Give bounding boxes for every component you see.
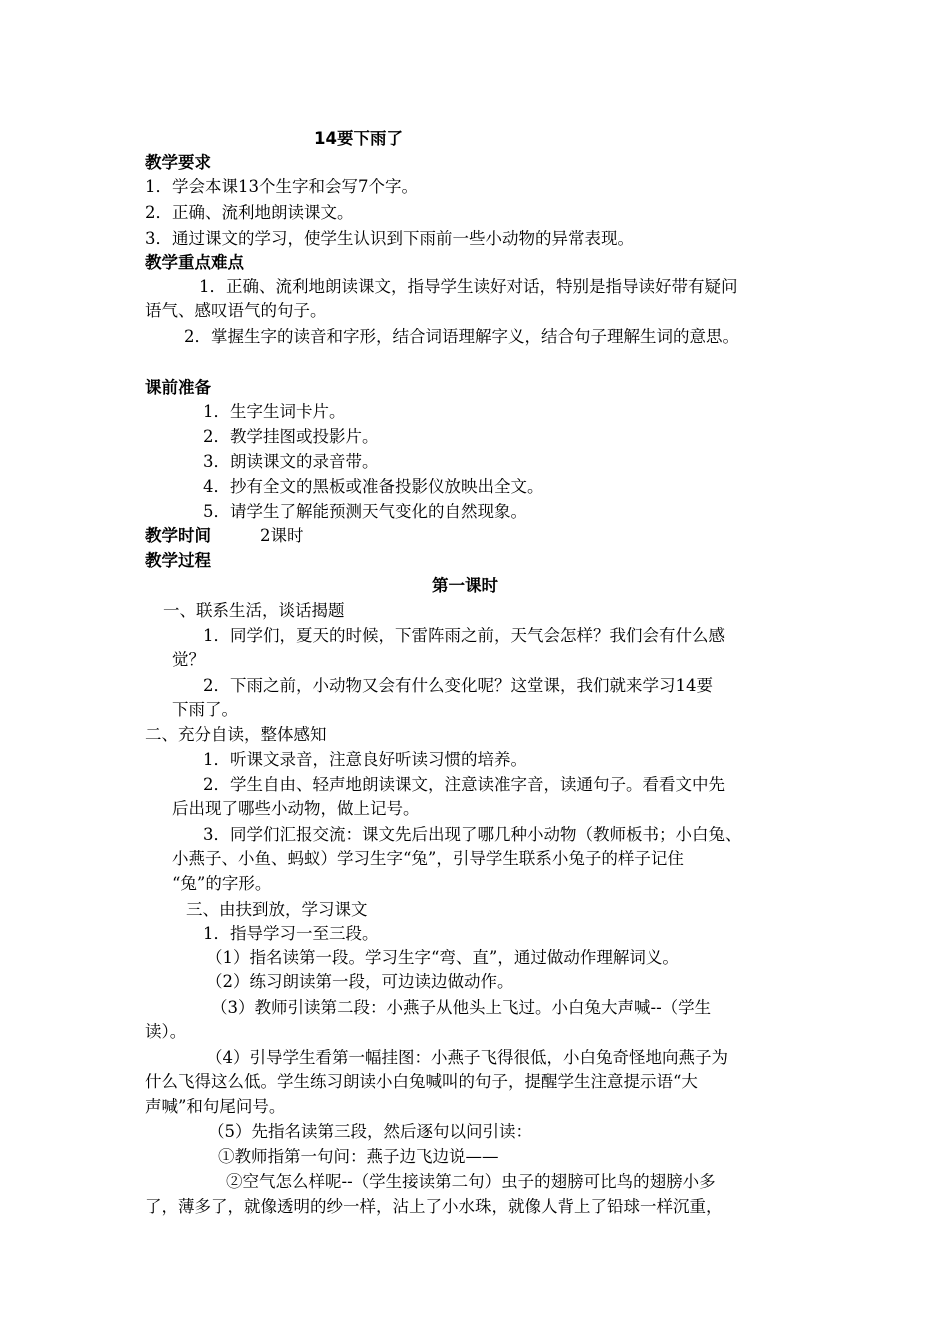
paragraph-line: 读）。 bbox=[145, 1022, 187, 1041]
page-title: 14要下雨了 bbox=[314, 129, 403, 148]
paragraph-line: （3）教师引读第二段：小燕子从他头上飞过。小白兔大声喊--（学生 bbox=[211, 998, 712, 1017]
preparation-item: 5．请学生了解能预测天气变化的自然现象。 bbox=[203, 502, 527, 521]
section-heading: 一、联系生活，谈话揭题 bbox=[163, 601, 345, 620]
paragraph-line: 2．学生自由、轻声地朗读课文，注意读准字音，读通句子。看看文中先 bbox=[203, 775, 725, 794]
paragraph-line: 3．同学们汇报交流：课文先后出现了哪几种小动物（教师板书；小白兔、 bbox=[203, 825, 742, 844]
paragraph-line: ①教师指第一句问：燕子边飞边说—— bbox=[218, 1147, 499, 1166]
paragraph-line: 1．指导学习一至三段。 bbox=[203, 924, 379, 943]
paragraph-line: 1．同学们，夏天的时候，下雷阵雨之前，天气会怎样？我们会有什么感 bbox=[203, 626, 725, 645]
teaching-time-heading: 教学时间 bbox=[145, 526, 211, 545]
key-point-item: 2．掌握生字的读音和字形，结合词语理解字义，结合句子理解生词的意思。 bbox=[184, 327, 739, 346]
preparation-item: 1．生字生词卡片。 bbox=[203, 402, 346, 421]
paragraph-line: 2．下雨之前，小动物又会有什么变化呢？这堂课，我们就来学习14要 bbox=[203, 676, 713, 695]
goals-heading: 教学要求 bbox=[145, 153, 211, 172]
key-points-heading: 教学重点难点 bbox=[145, 253, 244, 272]
goal-item: 1．学会本课13个生字和会写7个字。 bbox=[145, 177, 418, 196]
lesson-heading: 第一课时 bbox=[432, 576, 498, 595]
section-heading: 二、充分自读，整体感知 bbox=[145, 725, 327, 744]
key-point-item: 1．正确、流利地朗读课文，指导学生读好对话，特别是指导读好带有疑问 bbox=[199, 277, 738, 296]
paragraph-line: 1．听课文录音，注意良好听读习惯的培养。 bbox=[203, 750, 527, 769]
paragraph-line: （5）先指名读第三段，然后逐句以问引读： bbox=[208, 1122, 532, 1141]
paragraph-line: （4）引导学生看第一幅挂图：小燕子飞得很低，小白兔奇怪地向燕子为 bbox=[206, 1048, 728, 1067]
paragraph-line: 觉？ bbox=[172, 650, 205, 669]
teaching-time-value: 2课时 bbox=[260, 526, 304, 545]
paragraph-line: （1）指名读第一段。学习生字“弯、直”，通过做动作理解词义。 bbox=[206, 948, 679, 967]
paragraph-line: （2）练习朗读第一段，可边读边做动作。 bbox=[206, 972, 514, 991]
paragraph-line: 声喊”和句尾问号。 bbox=[145, 1097, 286, 1116]
paragraph-line: 了，薄多了，就像透明的纱一样，沾上了小水珠，就像人背上了铅球一样沉重， bbox=[145, 1197, 723, 1216]
paragraph-line: “兔”的字形。 bbox=[172, 874, 272, 893]
preparation-item: 4．抄有全文的黑板或准备投影仪放映出全文。 bbox=[203, 477, 544, 496]
preparation-item: 3．朗读课文的录音带。 bbox=[203, 452, 379, 471]
key-point-item: 语气、感叹语气的句子。 bbox=[145, 301, 327, 320]
paragraph-line: ②空气怎么样呢--（学生接读第二句）虫子的翅膀可比鸟的翅膀小多 bbox=[226, 1172, 716, 1191]
paragraph-line: 下雨了。 bbox=[172, 700, 238, 719]
process-heading: 教学过程 bbox=[145, 551, 211, 570]
section-heading: 三、由扶到放，学习课文 bbox=[186, 900, 368, 919]
paragraph-line: 小燕子、小鱼、蚂蚁）学习生字“兔”，引导学生联系小兔子的样子记住 bbox=[172, 849, 684, 868]
paragraph-line: 后出现了哪些小动物，做上记号。 bbox=[172, 799, 420, 818]
goal-item: 3．通过课文的学习，使学生认识到下雨前一些小动物的异常表现。 bbox=[145, 229, 634, 248]
paragraph-line: 什么飞得这么低。学生练习朗读小白兔喊叫的句子，提醒学生注意提示语“大 bbox=[145, 1072, 698, 1091]
preparation-item: 2．教学挂图或投影片。 bbox=[203, 427, 379, 446]
preparation-heading: 课前准备 bbox=[145, 378, 211, 397]
goal-item: 2．正确、流利地朗读课文。 bbox=[145, 203, 354, 222]
